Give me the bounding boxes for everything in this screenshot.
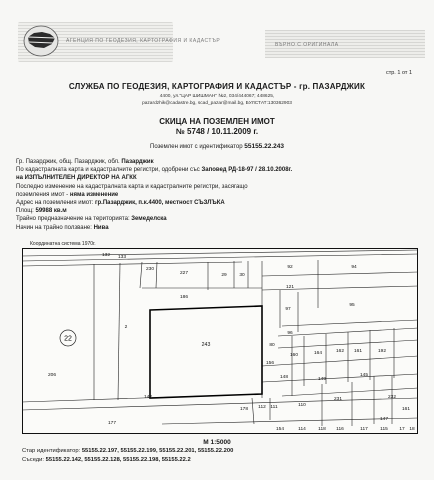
parcel-label: 160 <box>289 353 299 358</box>
parcel-label: 95 <box>349 303 355 308</box>
parcel-label: 230 <box>145 267 155 272</box>
info-usage <box>16 224 421 232</box>
parcel-label: 192 <box>377 349 387 354</box>
info-location-text: Гр. Пазарджик, общ. Пазарджик, обл. <box>16 159 122 165</box>
parcel-label: 145 <box>359 373 369 378</box>
parcel-label: 118 <box>318 427 326 432</box>
parcel-label: 164 <box>313 351 323 356</box>
parcel-label: 30 <box>239 273 245 278</box>
parcel-label: 206 <box>47 373 57 378</box>
district-label: 22 <box>64 335 72 343</box>
parcel-id-value: 55155.22.243 <box>244 143 284 150</box>
page-number: стр. 1 от 1 <box>385 70 412 76</box>
parcel-id-label: Поземлен имот с идентификатор <box>150 144 243 150</box>
info-director-bold: на ИЗПЪЛНИТЕЛЕН ДИРЕКТОР НА АГКК <box>16 175 137 182</box>
document-number: № 5748 / 10.11.2009 г. <box>175 127 259 136</box>
info-address-bold: гр.Пазарджик, п.к.4400, местност СЪЗЛЪКА <box>95 200 225 207</box>
agency-contacts: pazardzhik@cadastre.bg, scad_pazar@mail.bg, БУЛСТАТ:130362903 <box>142 101 292 106</box>
parcel-label: 177 <box>107 421 117 426</box>
parcel-label: 94 <box>351 265 357 270</box>
parcel-label: 142 <box>143 395 153 400</box>
info-last-change: Последно изменение на кадастралната карта и кадастралните регистри, засягащо <box>16 183 248 190</box>
parcel-label: 92 <box>287 265 293 270</box>
info-area-bold: 59988 кв.м <box>35 208 67 215</box>
info-change-status <box>16 191 421 199</box>
parcel-label: 29 <box>221 273 227 278</box>
neighbors <box>22 457 191 463</box>
parcel-label: 117 <box>360 427 368 432</box>
parcel-label: 148 <box>279 375 289 380</box>
info-address-text: Адрес на поземления имот: <box>16 200 96 207</box>
info-area-text: Площ: <box>16 208 36 215</box>
parcel-label: 110 <box>298 403 306 408</box>
info-purpose <box>16 215 421 223</box>
parcel-label: 112 <box>258 405 266 410</box>
info-purpose-text: Трайно предназначение на територията: <box>16 216 132 223</box>
parcel-label: 132 <box>101 253 111 258</box>
parcel-label: 147 <box>379 417 389 422</box>
info-director <box>16 174 421 182</box>
old-identifiers-label: Стар идентификатор: <box>22 448 82 454</box>
parcel-label: 115 <box>380 427 388 432</box>
coordinate-system-note: Координатна система 1970г. <box>30 241 96 247</box>
parcel-label: 111 <box>270 405 278 410</box>
old-identifiers <box>22 448 233 454</box>
info-usage-bold: Нива <box>93 224 109 231</box>
info-location-bold: Пазарджик <box>121 159 154 165</box>
parcel-label: 162 <box>335 349 345 354</box>
header-stamp-left-text: AГЕНЦИЯ ПО ГЕОДЕЗИЯ, КАРТОГРАФИЯ И КАДАСТЪР <box>66 38 221 44</box>
parcel-label: 232 <box>387 395 397 400</box>
document-title: СКИЦА НА ПОЗЕМЛЕН ИМОТ <box>159 117 275 126</box>
parcel-label: 133 <box>117 255 127 260</box>
parcel-label: 18 <box>409 427 415 432</box>
parcel-label: 2 <box>124 325 128 330</box>
parcel-label: 96 <box>287 331 293 336</box>
parcel-label: 97 <box>285 307 291 312</box>
info-area <box>16 207 421 215</box>
info-usage-text: Начин на трайно ползване: <box>16 224 94 231</box>
old-identifiers-value: 55155.22.197, 55155.22.199, 55155.22.201, 55155.22.200 <box>81 448 234 454</box>
info-change-bold: няма изменение <box>69 191 119 198</box>
neighbors-value: 55155.22.142, 55155.22.128, 55155.22.198, 55155.22.2 <box>45 457 191 463</box>
parcel-label: 227 <box>179 271 189 276</box>
parcel-label: 80 <box>269 343 275 348</box>
parcel-label-subject: 243 <box>201 342 211 348</box>
parcel-label: 149 <box>317 377 327 382</box>
parcel-label: 186 <box>179 295 189 300</box>
info-change-text: поземления имот - <box>16 191 70 198</box>
parcel-label: 156 <box>265 361 275 366</box>
header-stamp-right-text: ВЪРНО С ОРИГИНАЛА <box>275 42 339 48</box>
info-order <box>16 166 421 174</box>
map-scale: М 1:5000 <box>203 439 231 446</box>
parcel-label: 161 <box>353 349 363 354</box>
info-order-text: По кадастралната карта и кадастралните регистри, одобрени със <box>16 167 202 174</box>
info-address <box>16 199 421 207</box>
agency-logo-icon <box>22 24 60 58</box>
parcel-label: 114 <box>298 427 306 432</box>
parcel-label: 178 <box>239 407 249 412</box>
parcel-label: 154 <box>275 427 285 432</box>
parcel-label: 121 <box>285 285 295 290</box>
parcel-label: 231 <box>333 397 343 402</box>
neighbors-label: Съседи: <box>22 457 46 463</box>
parcel-info <box>16 158 421 232</box>
info-location <box>16 158 421 166</box>
cadastral-map <box>22 248 418 434</box>
parcel-label: 116 <box>336 427 344 432</box>
parcel-label: 17 <box>399 427 405 432</box>
info-purpose-bold: Земеделска <box>131 216 167 223</box>
parcel-id-line <box>0 143 434 150</box>
agency-address: 4400, ул."ЦАР ШИШМАН" №2, 034/444067; 448625, <box>159 94 275 99</box>
info-order-bold: Заповед РД-18-97 / 28.10.2008г. <box>201 167 293 174</box>
agency-name: СЛУЖБА ПО ГЕОДЕЗИЯ, КАРТОГРАФИЯ И КАДАСТЪР - гр. ПАЗАРДЖИК <box>68 82 366 91</box>
parcel-label: 161 <box>401 407 411 412</box>
